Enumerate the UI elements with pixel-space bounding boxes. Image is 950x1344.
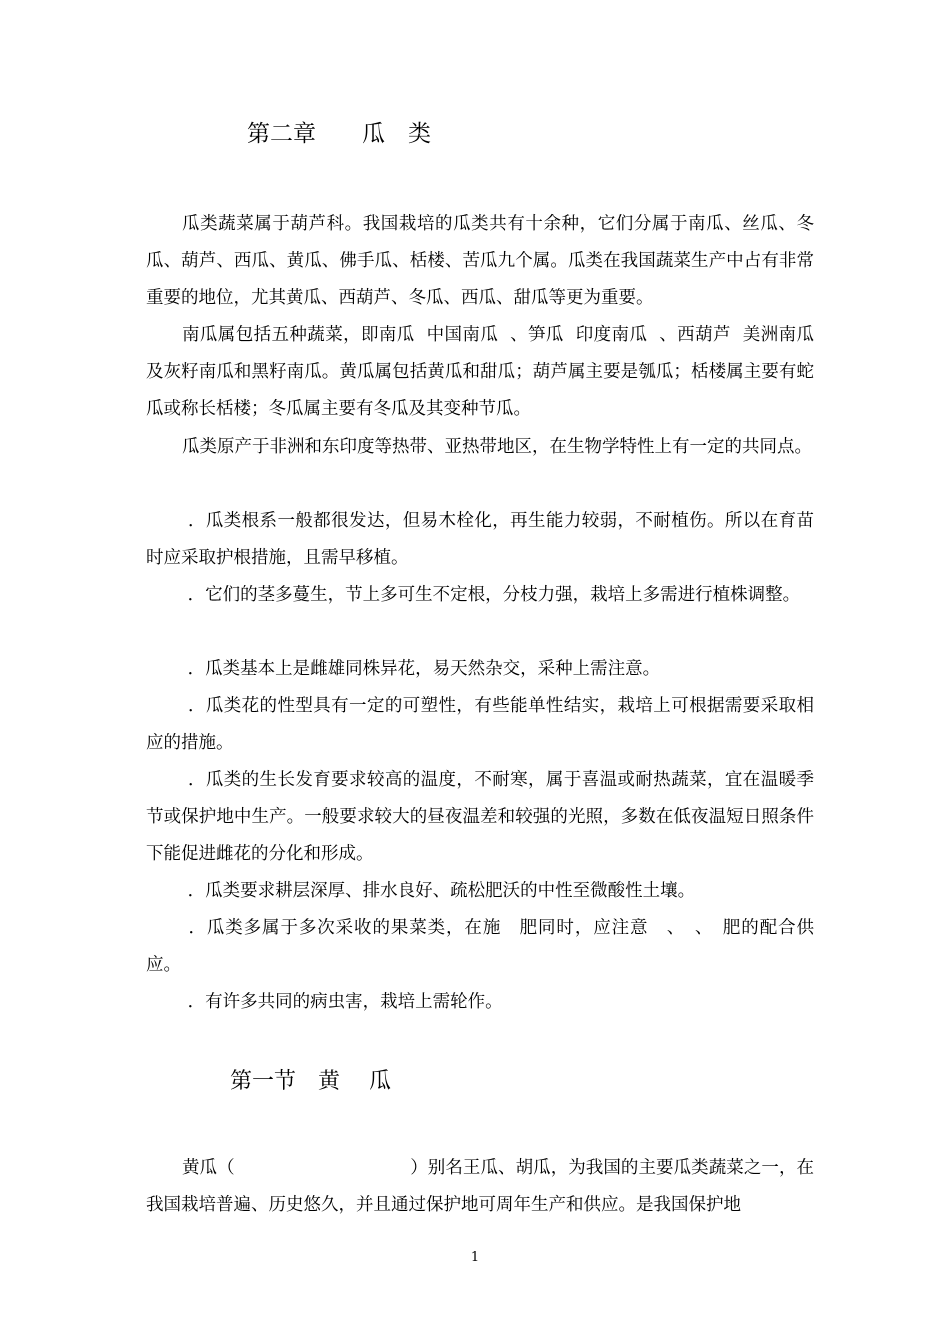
list-item-roots: ．瓜类根系一般都很发达，但易木栓化，再生能力较弱，不耐植伤。所以在育苗时应采取护根措施，且需早移植。 <box>146 511 814 568</box>
paragraph-origin: 瓜类原产于非洲和东印度等热带、亚热带地区，在生物学特性上有一定的共同点。 <box>182 437 812 457</box>
section-title: 第一节 黄 瓜 <box>230 1069 391 1094</box>
chapter-title: 第二章 瓜 类 <box>247 121 431 147</box>
list-item-pests: ．有许多共同的病虫害，栽培上需轮作。 <box>182 992 503 1012</box>
list-item-soil: ．瓜类要求耕层深厚、排水良好、疏松肥沃的中性至微酸性土壤。 <box>182 881 696 901</box>
list-item-sex-type: ．瓜类花的性型具有一定的可塑性，有些能单性结实，栽培上可根据需要采取相应的措施。 <box>146 696 814 753</box>
paragraph-intro: 瓜类蔬菜属于葫芦科。我国栽培的瓜类共有十余种，它们分属于南瓜、丝瓜、冬瓜、葫芦、西瓜、黄瓜、佛手瓜、栝楼、苦瓜九个属。瓜类在我国蔬菜生产中占有非常重要的地位，尤其黄瓜、西葫芦、冬瓜、西瓜、甜瓜等更为重要。 <box>146 214 814 308</box>
list-item-stems: ．它们的茎多蔓生，节上多可生不定根，分枝力强，栽培上多需进行植株调整。 <box>182 585 801 605</box>
list-item-temperature: ．瓜类的生长发育要求较高的温度，不耐寒，属于喜温或耐热蔬菜，宜在温暖季节或保护地中生产。一般要求较大的昼夜温差和较强的光照，多数在低夜温短日照条件下能促进雌花的分化和形成。 <box>146 770 814 864</box>
list-item-fertilizer: ．瓜类多属于多次采收的果菜类，在施 肥同时，应注意 、 、 肥的配合供应。 <box>146 918 814 975</box>
list-item-flowers: ．瓜类基本上是雌雄同株异花，易天然杂交，采种上需注意。 <box>182 659 661 679</box>
paragraph-cucumber-intro: 黄瓜（ ）别名王瓜、胡瓜，为我国的主要瓜类蔬菜之一，在我国栽培普遍、历史悠久，并且通过保护地可周年生产和供应。是我国保护地 <box>146 1158 814 1215</box>
page-number: 1 <box>470 1250 480 1265</box>
paragraph-genera: 南瓜属包括五种蔬菜，即南瓜 中国南瓜 、笋瓜 印度南瓜 、西葫芦 美洲南瓜 及灰籽南瓜和黑籽南瓜。黄瓜属包括黄瓜和甜瓜；葫芦属主要是瓠瓜；栝楼属主要有蛇瓜或称长栝楼；冬瓜属主要有冬瓜及其变种节瓜。 <box>146 325 826 419</box>
